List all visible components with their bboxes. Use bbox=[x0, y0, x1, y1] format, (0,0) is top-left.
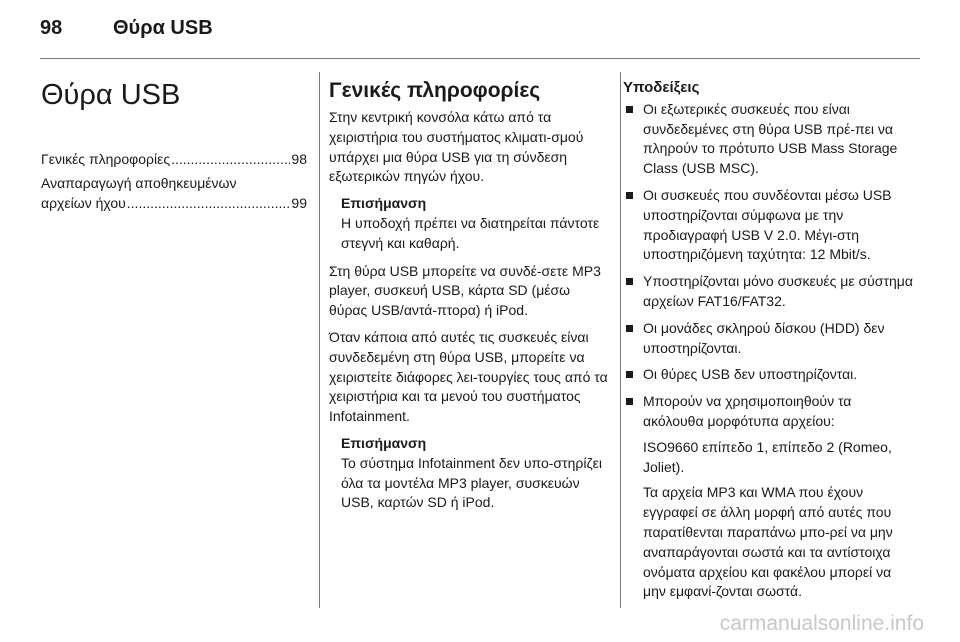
toc-leader bbox=[171, 150, 290, 170]
section-title: Γενικές πληροφορίες bbox=[329, 79, 541, 102]
chapter-title: Θύρα USB bbox=[41, 79, 181, 111]
toc-entry-label: Αναπαραγωγή αποθηκευμένων bbox=[41, 174, 237, 191]
column-divider bbox=[620, 72, 621, 608]
note-title: Επισήμανση bbox=[341, 195, 427, 212]
paragraph: Στην κεντρική κονσόλα κάτω από τα χειριστήρια του συστήματος κλιματι-σμού υπάρχει μια θύρα USB για τη σύνδεση εξωτερικών πηγών ήχου. bbox=[329, 109, 584, 185]
running-title: Θύρα USB bbox=[113, 17, 213, 39]
toc-entry[interactable] bbox=[41, 150, 307, 170]
page-number: 98 bbox=[40, 17, 63, 39]
header-rule bbox=[40, 58, 920, 59]
bullet-square-icon bbox=[626, 278, 633, 285]
list-item: Οι συσκευές που συνδέονται μέσω USB υποστηρίζονται σύμφωνα με την προδιαγραφή USB V 2.0. Μέγι-στη υποστηριζόμενη ταχύτητα: 12 Mbit/s. bbox=[623, 186, 913, 265]
list-item: Οι μονάδες σκληρού δίσκου (HDD) δεν υποστηρίζονται. bbox=[623, 319, 913, 359]
list-item: Υποστηρίζονται μόνο συσκευές με σύστημα αρχείων FAT16/FAT32. bbox=[623, 272, 913, 312]
toc-leader bbox=[127, 194, 291, 214]
hints-column bbox=[623, 78, 913, 609]
bullet-square-icon bbox=[626, 325, 633, 332]
note-box bbox=[341, 194, 611, 253]
paragraph: Στη θύρα USB μπορείτε να συνδέ-σετε MP3 player, συσκευή USB, κάρτα SD (μέσω θύρας USB/αντά-πτορα) ή iPod. bbox=[329, 262, 601, 319]
bullet-square-icon bbox=[626, 106, 633, 113]
toc-column bbox=[41, 78, 307, 217]
general-info-column bbox=[329, 78, 611, 521]
bullet-square-icon bbox=[626, 398, 633, 405]
list-item: Οι εξωτερικές συσκευές που είναι συνδεδεμένες στη θύρα USB πρέ-πει να πληρούν το πρότυπο USB Mass Storage Class (USB MSC). bbox=[623, 100, 913, 179]
watermark: carmanualsonline.info bbox=[719, 612, 924, 635]
list-item: Μπορούν να χρησιμοποιηθούν τα ακόλουθα μορφότυπα αρχείου: ISO9660 επίπεδο 1, επίπεδο 2 (Romeo, Joliet). Τα αρχεία MP3 και WMA που έχουν εγγραφεί σε άλλη μορφή από αυτές που παρατίθενται παραπάνω μπο-ρεί να μην αναπαράγονται σωστά και τα αντίστοιχα ονόματα αρχείου και φακέλου μπορεί να μην εμφανί-ζονται σωστά. bbox=[623, 392, 913, 602]
toc-page-number: 99 bbox=[291, 194, 307, 211]
toc-entry-label-cont: αρχείων ήχου bbox=[41, 194, 126, 211]
toc-page-number: 98 bbox=[291, 151, 307, 167]
note-title: Επισήμανση bbox=[341, 434, 427, 451]
list-item: Οι θύρες USB δεν υποστηρίζονται. bbox=[623, 365, 913, 385]
column-divider bbox=[319, 72, 320, 608]
bullet-square-icon bbox=[626, 371, 633, 378]
paragraph: Όταν κάποια από αυτές τις συσκευές είναι συνδεδεμένη στη θύρα USB, μπορείτε να χειριστείτε διάφορες λει-τουργίες τους από τα χειριστήρια και τα μενού του συστήματος Infotainment. bbox=[329, 328, 608, 425]
page-header bbox=[40, 17, 920, 45]
note-box bbox=[341, 434, 611, 513]
toc-entry-label: Γενικές πληροφορίες bbox=[41, 151, 171, 167]
note-text: Το σύστημα Infotainment δεν υπο-στηρίζει όλα τα μοντέλα MP3 player, συσκευών USB, καρτών SD ή iPod. bbox=[341, 454, 602, 511]
bullet-square-icon bbox=[626, 192, 633, 199]
hints-list bbox=[623, 100, 913, 602]
hints-title: Υποδείξεις bbox=[623, 79, 700, 96]
toc-entry[interactable] bbox=[41, 174, 307, 214]
note-text: Η υποδοχή πρέπει να διατηρείται πάντοτε στεγνή και καθαρή. bbox=[341, 214, 600, 251]
